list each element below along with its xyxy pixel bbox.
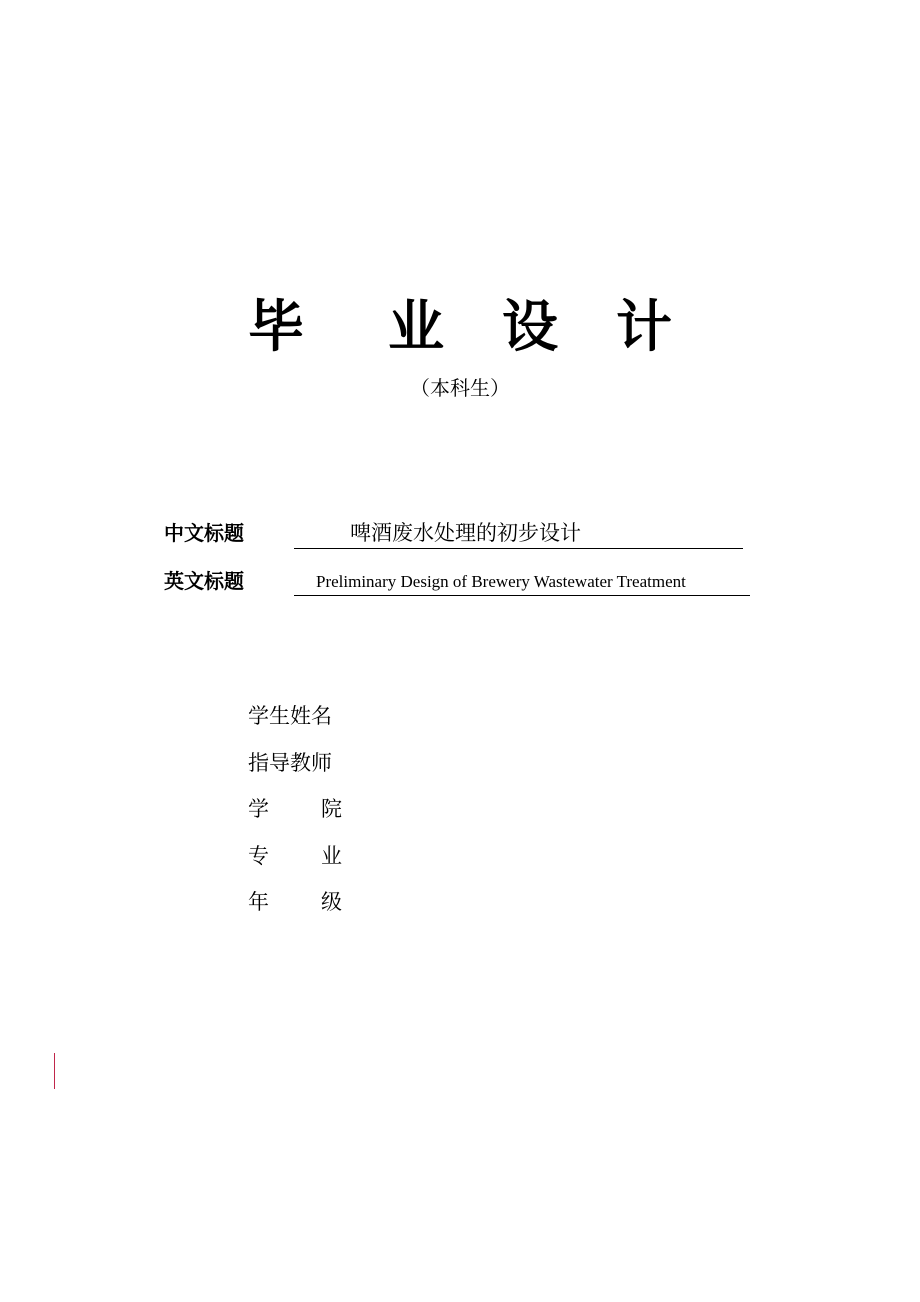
- title-char-4: 计: [616, 295, 672, 360]
- info-advisor: [248, 740, 342, 787]
- student-info-list: [248, 693, 342, 926]
- chinese-title-field: [294, 518, 743, 549]
- english-title-field: [294, 565, 750, 596]
- chinese-title-row: [164, 514, 743, 548]
- english-title-row: [164, 562, 750, 596]
- english-title-value: Preliminary Design of Brewery Wastewater Treatment: [316, 572, 686, 591]
- info-major: [248, 833, 342, 880]
- chinese-title-label: 中文标题: [164, 521, 244, 545]
- margin-mark: [54, 1053, 55, 1089]
- main-title: [0, 292, 920, 364]
- chinese-title-value: 啤酒废水处理的初步设计: [350, 521, 581, 545]
- info-grade: [248, 879, 342, 926]
- college-label-char-2: 院: [321, 797, 342, 821]
- college-label-char-1: 学: [248, 797, 269, 821]
- title-char-3: 设: [502, 295, 558, 360]
- english-title-label: 英文标题: [164, 569, 244, 593]
- subtitle: （本科生）: [410, 376, 510, 400]
- major-label-char-2: 业: [321, 843, 342, 868]
- major-label-char-1: 专: [248, 843, 269, 868]
- info-college: [248, 786, 342, 833]
- grade-label-char-2: 级: [321, 890, 342, 914]
- grade-label-char-1: 年: [248, 890, 269, 914]
- title-char-2: 业: [388, 295, 444, 360]
- info-student-name: [248, 693, 342, 740]
- advisor-label: 指导教师: [248, 750, 332, 775]
- title-char-1: 毕: [248, 295, 304, 360]
- student-name-label: 学生姓名: [248, 704, 332, 728]
